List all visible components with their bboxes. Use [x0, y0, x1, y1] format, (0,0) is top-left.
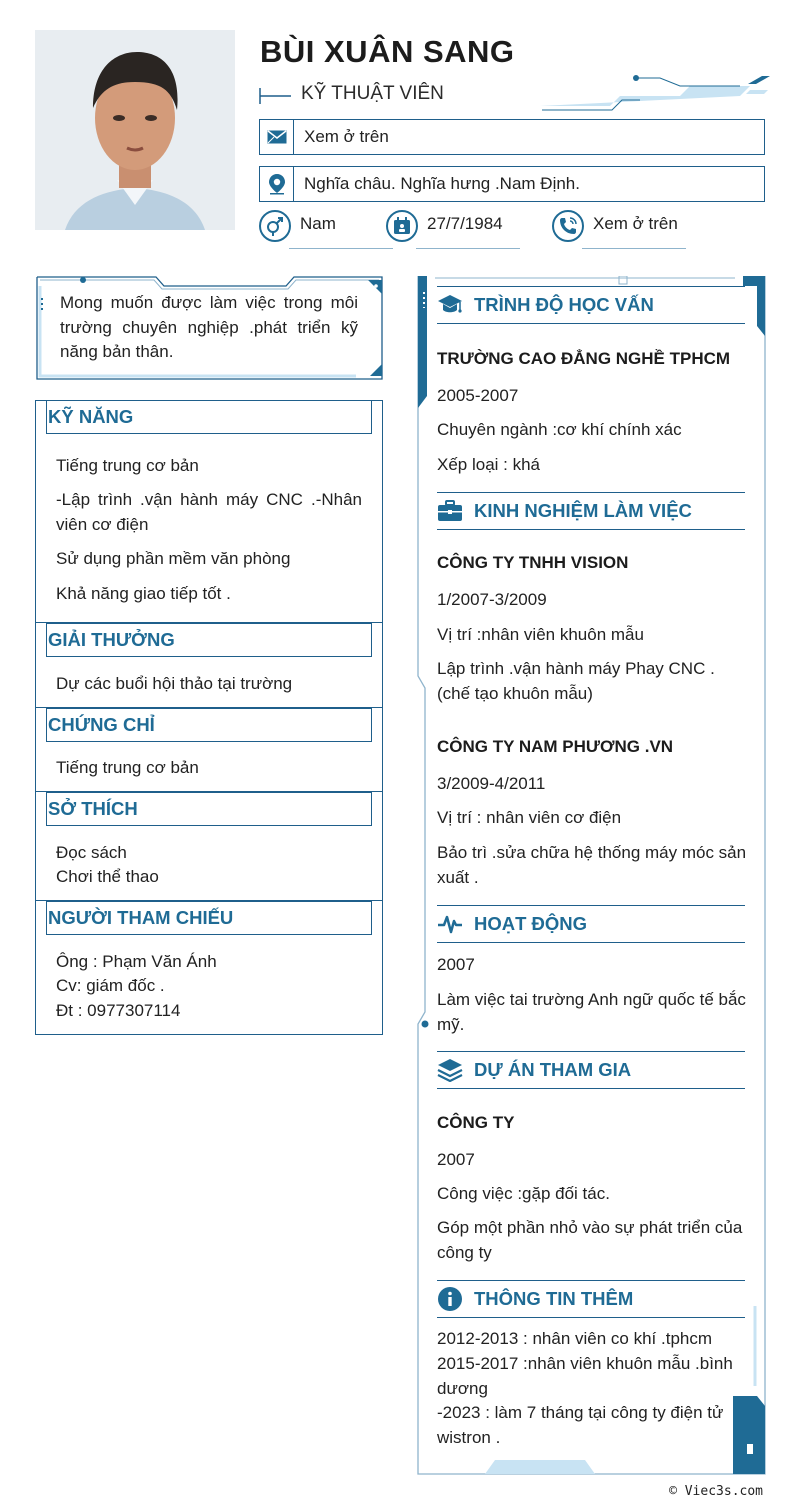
activities-title: HOẠT ĐỘNG: [474, 913, 588, 934]
skill-item: Tiếng trung cơ bản: [56, 456, 199, 475]
briefcase-icon: [437, 498, 463, 524]
copyright-text: © Viec3s.com: [669, 1484, 763, 1499]
portrait-image: [35, 30, 235, 230]
job-company: CÔNG TY TNHH VISION: [437, 553, 629, 572]
pulse-icon: [437, 911, 463, 937]
extra-info-line: 2012-2013 : nhân viên co khí .tphcm: [437, 1329, 713, 1348]
education-major: Chuyên ngành :cơ khí chính xác: [437, 420, 682, 439]
skill-item: Khả năng giao tiếp tốt .: [56, 584, 231, 603]
education-heading: [437, 286, 745, 324]
job-company: CÔNG TY NAM PHƯƠNG .VN: [437, 737, 674, 756]
education-title: TRÌNH ĐỘ HỌC VẤN: [474, 294, 654, 315]
phone-icon: [552, 210, 584, 242]
skill-item: -Lập trình .vận hành máy CNC .-Nhân viên cơ điện: [56, 490, 362, 534]
skill-item: Sử dụng phần mềm văn phòng: [56, 549, 291, 568]
school-name: TRƯỜNG CAO ĐẲNG NGHỀ TPHCM: [437, 349, 731, 368]
extra-info-line: -2023 : làm 7 tháng tại công ty điện tử wistron .: [437, 1403, 724, 1447]
reference-name: Ông : Phạm Văn Ánh: [56, 952, 217, 971]
address-value: Nghĩa châu. Nghĩa hưng .Nam Định.: [304, 174, 580, 193]
info-icon: [437, 1286, 463, 1312]
hobby-item: Chơi thể thao: [56, 867, 159, 886]
extra-info-heading: [437, 1280, 745, 1318]
experience-title: KINH NGHIỆM LÀM VIỆC: [474, 500, 692, 521]
references-heading: NGƯỜI THAM CHIẾU: [46, 901, 372, 935]
mail-icon: [260, 120, 294, 154]
activity-year: 2007: [437, 955, 475, 974]
email-row: [259, 119, 765, 155]
skills-heading: KỸ NĂNG: [46, 400, 372, 434]
candidate-name: BÙI XUÂN SANG: [260, 34, 515, 69]
experience-heading: [437, 492, 745, 530]
project-year: 2007: [437, 1150, 475, 1169]
title-accent-line: [259, 86, 291, 106]
award-item: Dự các buổi hội thảo tại trường: [56, 674, 293, 693]
phone-info: [552, 208, 692, 252]
job-position: Vị trí : nhân viên cơ điện: [437, 808, 622, 827]
certificate-item: Tiếng trung cơ bản: [56, 758, 199, 777]
calendar-icon: [386, 210, 418, 242]
activity-description: Làm việc tai trường Anh ngữ quốc tế bắc mỹ.: [437, 990, 746, 1034]
projects-title: DỰ ÁN THAM GIA: [474, 1059, 632, 1080]
project-name: CÔNG TY: [437, 1113, 515, 1132]
projects-heading: [437, 1051, 745, 1089]
extra-info-title: THÔNG TIN THÊM: [474, 1288, 634, 1309]
certificates-heading: CHỨNG CHỈ: [46, 708, 372, 742]
location-pin-icon: [260, 167, 294, 201]
gender-icon: [259, 210, 291, 242]
hobbies-heading: SỞ THÍCH: [46, 792, 372, 826]
email-value[interactable]: Xem ở trên: [304, 127, 389, 146]
gender-value: Nam: [300, 214, 336, 233]
project-task: Công việc :gặp đối tác.: [437, 1184, 610, 1203]
education-period: 2005-2007: [437, 386, 519, 405]
project-description: Góp một phần nhỏ vào sự phát triển của công ty: [437, 1218, 743, 1262]
graduation-cap-icon: [437, 292, 463, 318]
birthday-value: 27/7/1984: [427, 214, 503, 233]
job-position: Vị trí :nhân viên khuôn mẫu: [437, 625, 644, 644]
address-row: [259, 166, 765, 202]
awards-heading: GIẢI THƯỞNG: [46, 623, 372, 657]
reference-position: Cv: giám đốc .: [56, 976, 165, 995]
career-objective: Mong muốn được làm việc trong môi trường chuyên nghiệp .phát triển kỹ năng bản thân.: [60, 293, 358, 361]
job-description: Bảo trì .sửa chữa hệ thống máy móc sản xuất .: [437, 843, 747, 887]
hobby-item: Đọc sách: [56, 843, 127, 862]
activities-heading: [437, 905, 745, 943]
phone-value[interactable]: Xem ở trên: [593, 214, 678, 233]
birthday-info: [386, 208, 526, 252]
job-title: KỸ THUẬT VIÊN: [301, 83, 444, 104]
education-grade: Xếp loại : khá: [437, 455, 541, 474]
job-description: Lập trình .vận hành máy Phay CNC .(chế tạo khuôn mẫu): [437, 659, 715, 703]
reference-phone: Đt : 0977307114: [56, 1001, 181, 1020]
gender-info: [259, 208, 399, 252]
profile-photo: [35, 30, 235, 230]
header-decoration: [540, 72, 770, 114]
extra-info-line: 2015-2017 :nhân viên khuôn mẫu .bình dương: [437, 1354, 733, 1398]
layers-icon: [437, 1057, 463, 1083]
job-period: 3/2009-4/2011: [437, 774, 546, 793]
job-period: 1/2007-3/2009: [437, 590, 547, 609]
